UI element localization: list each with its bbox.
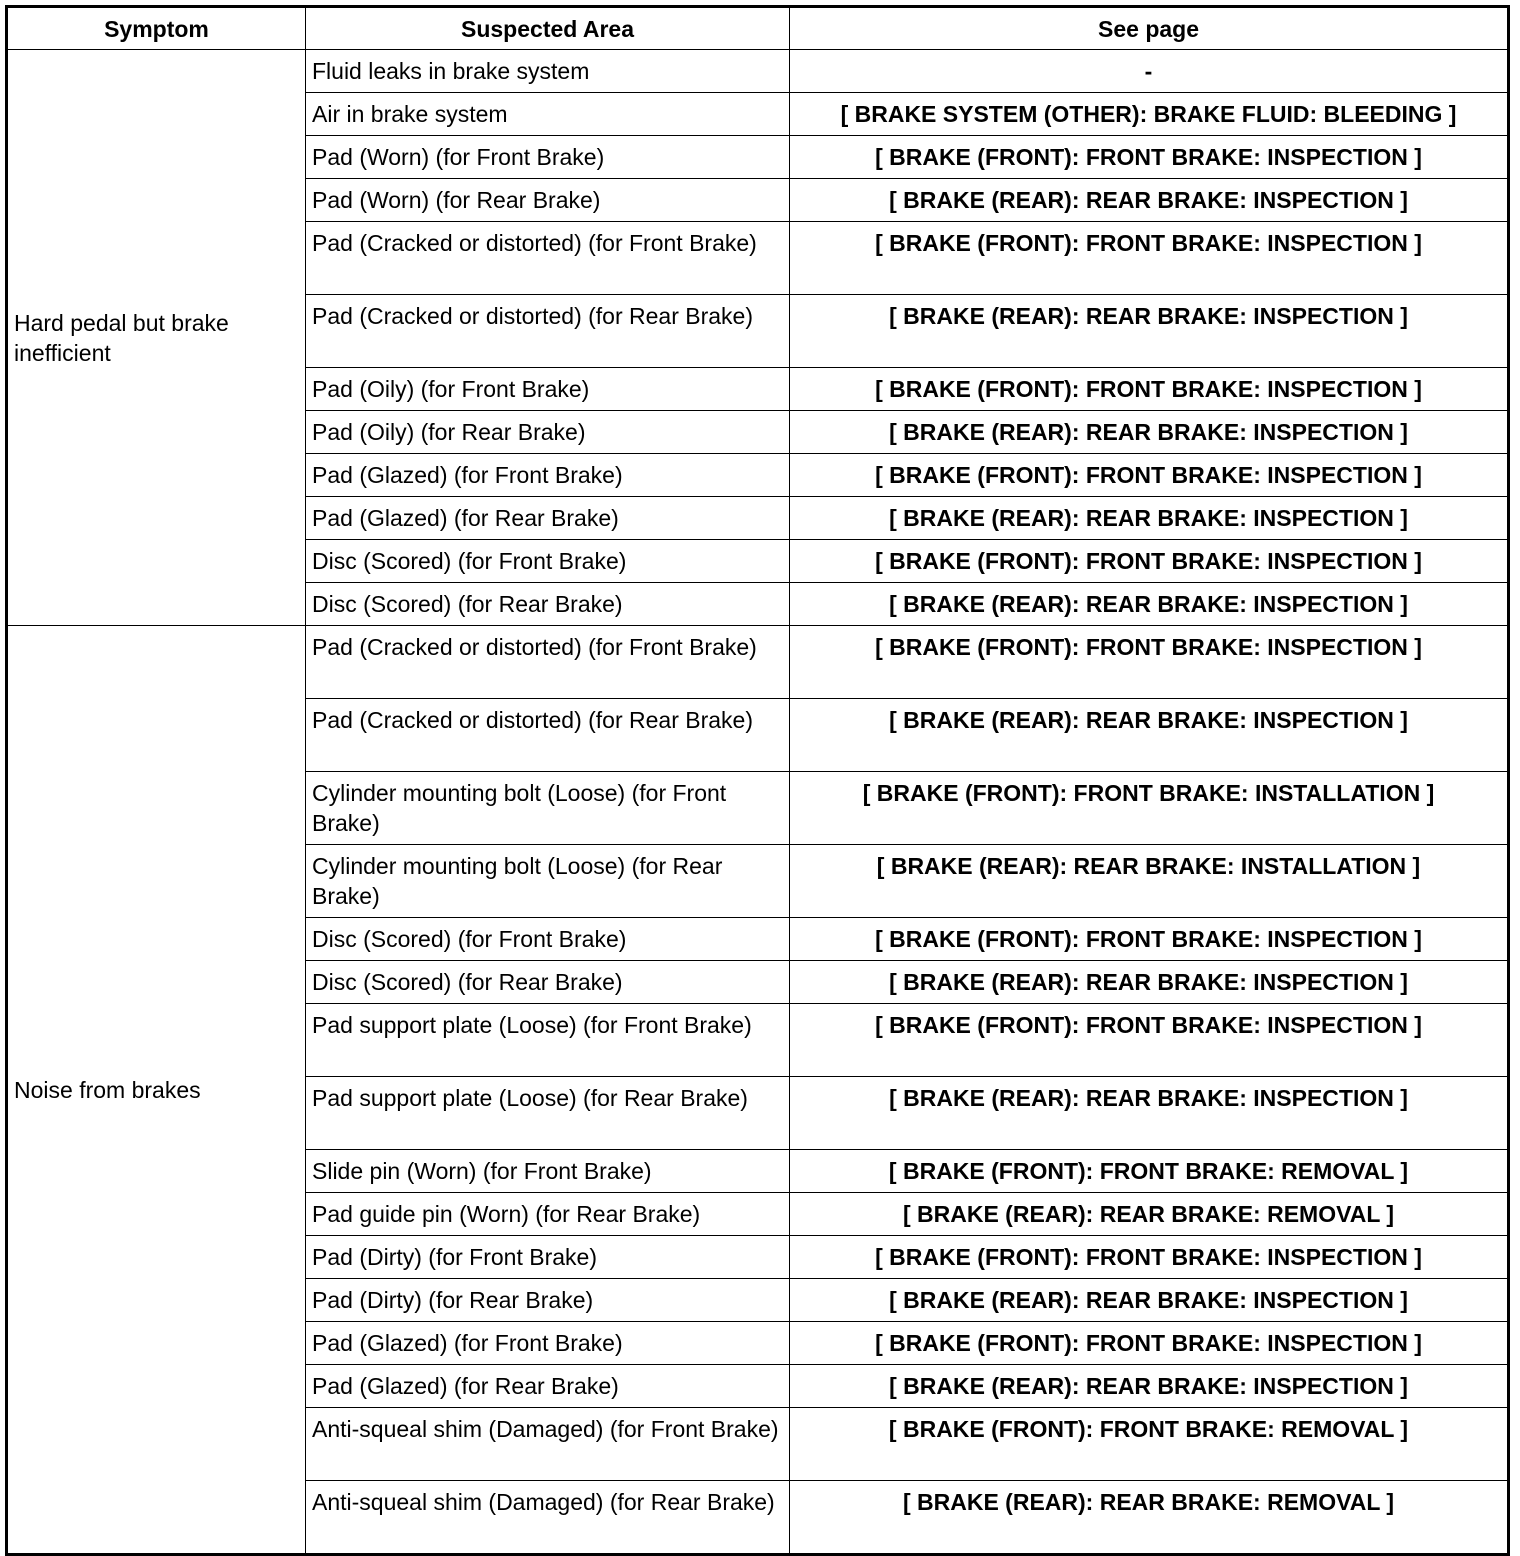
see-page-cell: [ BRAKE (REAR): REAR BRAKE: INSPECTION ]	[790, 699, 1509, 772]
suspected-area-cell: Fluid leaks in brake system	[306, 50, 790, 93]
suspected-area-cell: Disc (Scored) (for Front Brake)	[306, 540, 790, 583]
see-page-cell: [ BRAKE SYSTEM (OTHER): BRAKE FLUID: BLEEDING ]	[790, 93, 1509, 136]
see-page-cell: [ BRAKE (FRONT): FRONT BRAKE: INSTALLATION ]	[790, 772, 1509, 845]
see-page-cell: -	[790, 50, 1509, 93]
suspected-area-cell: Pad (Dirty) (for Front Brake)	[306, 1236, 790, 1279]
diagnosis-table	[5, 5, 1510, 1556]
see-page-cell: [ BRAKE (FRONT): FRONT BRAKE: INSPECTION ]	[790, 136, 1509, 179]
see-page-cell: [ BRAKE (FRONT): FRONT BRAKE: REMOVAL ]	[790, 1150, 1509, 1193]
see-page-cell: [ BRAKE (REAR): REAR BRAKE: INSPECTION ]	[790, 1279, 1509, 1322]
see-page-cell: [ BRAKE (FRONT): FRONT BRAKE: INSPECTION ]	[790, 1004, 1509, 1077]
see-page-cell: [ BRAKE (REAR): REAR BRAKE: REMOVAL ]	[790, 1193, 1509, 1236]
see-page-cell: [ BRAKE (REAR): REAR BRAKE: INSPECTION ]	[790, 179, 1509, 222]
header-suspected-area: Suspected Area	[306, 7, 790, 50]
header-symptom: Symptom	[7, 7, 306, 50]
suspected-area-cell: Disc (Scored) (for Front Brake)	[306, 918, 790, 961]
see-page-cell: [ BRAKE (REAR): REAR BRAKE: INSTALLATION ]	[790, 845, 1509, 918]
see-page-cell: [ BRAKE (REAR): REAR BRAKE: INSPECTION ]	[790, 497, 1509, 540]
see-page-cell: [ BRAKE (FRONT): FRONT BRAKE: INSPECTION ]	[790, 368, 1509, 411]
suspected-area-cell: Pad (Cracked or distorted) (for Rear Brake)	[306, 295, 790, 368]
suspected-area-cell: Pad (Cracked or distorted) (for Front Brake)	[306, 222, 790, 295]
suspected-area-cell: Anti-squeal shim (Damaged) (for Front Brake)	[306, 1408, 790, 1481]
suspected-area-cell: Pad support plate (Loose) (for Front Brake)	[306, 1004, 790, 1077]
suspected-area-cell: Pad guide pin (Worn) (for Rear Brake)	[306, 1193, 790, 1236]
diagnosis-table-container	[5, 5, 1510, 1556]
suspected-area-cell: Pad (Glazed) (for Front Brake)	[306, 454, 790, 497]
symptom-cell: Hard pedal but brake inefficient	[7, 50, 306, 626]
suspected-area-cell: Pad (Glazed) (for Rear Brake)	[306, 1365, 790, 1408]
suspected-area-cell: Pad (Dirty) (for Rear Brake)	[306, 1279, 790, 1322]
suspected-area-cell: Pad (Oily) (for Rear Brake)	[306, 411, 790, 454]
header-row	[7, 7, 1509, 50]
suspected-area-cell: Pad (Cracked or distorted) (for Front Brake)	[306, 626, 790, 699]
see-page-cell: [ BRAKE (REAR): REAR BRAKE: INSPECTION ]	[790, 1077, 1509, 1150]
suspected-area-cell: Cylinder mounting bolt (Loose) (for Rear Brake)	[306, 845, 790, 918]
suspected-area-cell: Cylinder mounting bolt (Loose) (for Front Brake)	[306, 772, 790, 845]
see-page-cell: [ BRAKE (FRONT): FRONT BRAKE: INSPECTION ]	[790, 222, 1509, 295]
suspected-area-cell: Pad (Worn) (for Front Brake)	[306, 136, 790, 179]
suspected-area-cell: Pad (Cracked or distorted) (for Rear Brake)	[306, 699, 790, 772]
see-page-cell: [ BRAKE (FRONT): FRONT BRAKE: INSPECTION ]	[790, 1322, 1509, 1365]
see-page-cell: [ BRAKE (FRONT): FRONT BRAKE: INSPECTION ]	[790, 626, 1509, 699]
suspected-area-cell: Anti-squeal shim (Damaged) (for Rear Brake)	[306, 1481, 790, 1555]
suspected-area-cell: Slide pin (Worn) (for Front Brake)	[306, 1150, 790, 1193]
see-page-cell: [ BRAKE (FRONT): FRONT BRAKE: REMOVAL ]	[790, 1408, 1509, 1481]
see-page-cell: [ BRAKE (REAR): REAR BRAKE: INSPECTION ]	[790, 961, 1509, 1004]
see-page-cell: [ BRAKE (REAR): REAR BRAKE: INSPECTION ]	[790, 411, 1509, 454]
table-row	[7, 50, 1509, 93]
table-body	[7, 50, 1509, 1555]
suspected-area-cell: Pad (Oily) (for Front Brake)	[306, 368, 790, 411]
see-page-cell: [ BRAKE (FRONT): FRONT BRAKE: INSPECTION ]	[790, 918, 1509, 961]
suspected-area-cell: Disc (Scored) (for Rear Brake)	[306, 961, 790, 1004]
see-page-cell: [ BRAKE (REAR): REAR BRAKE: REMOVAL ]	[790, 1481, 1509, 1555]
suspected-area-cell: Disc (Scored) (for Rear Brake)	[306, 583, 790, 626]
see-page-cell: [ BRAKE (REAR): REAR BRAKE: INSPECTION ]	[790, 295, 1509, 368]
see-page-cell: [ BRAKE (FRONT): FRONT BRAKE: INSPECTION ]	[790, 454, 1509, 497]
header-see-page: See page	[790, 7, 1509, 50]
see-page-cell: [ BRAKE (REAR): REAR BRAKE: INSPECTION ]	[790, 583, 1509, 626]
table-row	[7, 626, 1509, 699]
suspected-area-cell: Pad (Worn) (for Rear Brake)	[306, 179, 790, 222]
suspected-area-cell: Pad (Glazed) (for Rear Brake)	[306, 497, 790, 540]
suspected-area-cell: Pad (Glazed) (for Front Brake)	[306, 1322, 790, 1365]
see-page-cell: [ BRAKE (FRONT): FRONT BRAKE: INSPECTION ]	[790, 1236, 1509, 1279]
see-page-cell: [ BRAKE (REAR): REAR BRAKE: INSPECTION ]	[790, 1365, 1509, 1408]
symptom-cell: Noise from brakes	[7, 626, 306, 1555]
suspected-area-cell: Pad support plate (Loose) (for Rear Brake)	[306, 1077, 790, 1150]
suspected-area-cell: Air in brake system	[306, 93, 790, 136]
see-page-cell: [ BRAKE (FRONT): FRONT BRAKE: INSPECTION ]	[790, 540, 1509, 583]
